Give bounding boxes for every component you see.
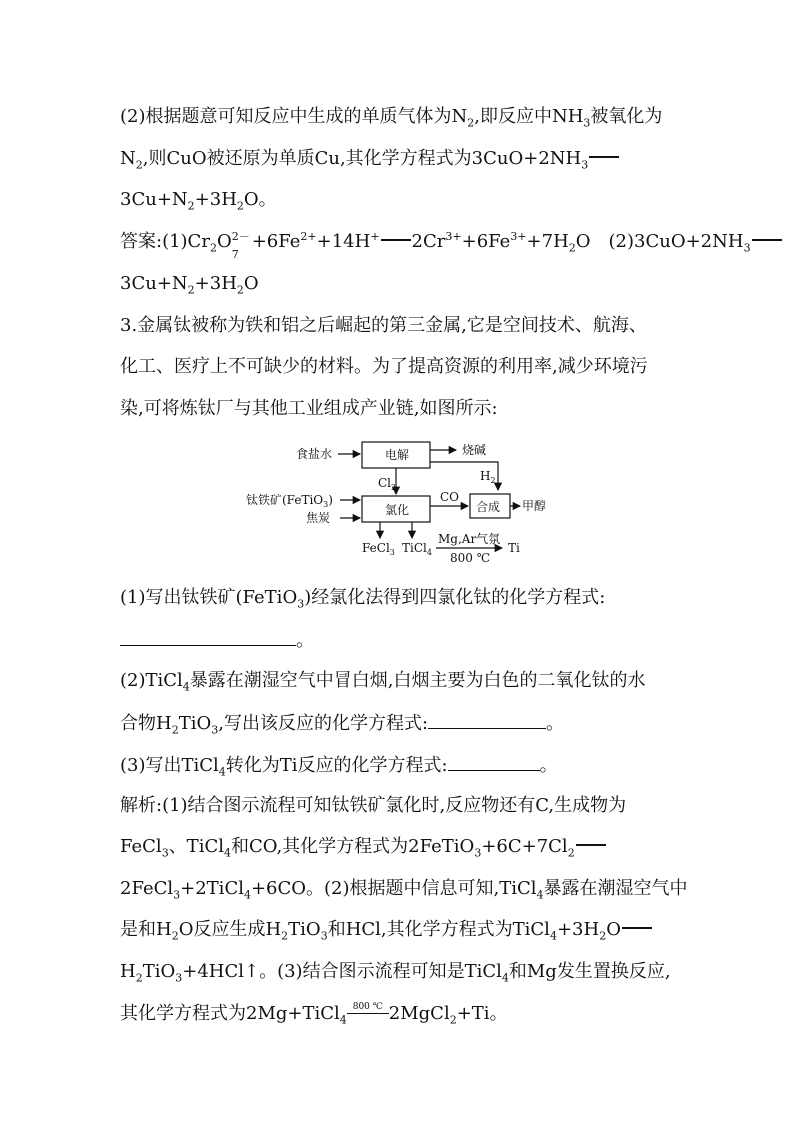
subscript: 2 <box>171 929 179 943</box>
text-segment: 3Cu+N <box>120 189 188 210</box>
subscript: 2 <box>171 723 179 737</box>
text-segment: +4HCl↑。(3)结合图示流程可知是TiCl <box>182 961 502 982</box>
label-condition-top: Mg,Ar气氛 <box>438 532 501 546</box>
subscript: 2 <box>281 929 289 943</box>
subscript: 2 <box>599 929 607 943</box>
text-segment: O反应生成H <box>178 919 282 940</box>
analysis-line-2 <box>120 835 607 859</box>
question-3-line-1: 3.金属钛被称为铁和铝之后崛起的第三金属,它是空间技术、航海、 <box>120 315 647 336</box>
text-segment: ,则CuO被还原为单质Cu,其化学方程式为3CuO+2NH <box>142 148 582 169</box>
text-segment: 2FeCl <box>120 878 174 899</box>
analysis-line-4 <box>120 918 653 942</box>
industrial-chain-diagram <box>240 430 560 570</box>
explanation-line-1 <box>120 105 662 129</box>
subscript: 2 <box>449 1013 457 1027</box>
text-segment: 合物H <box>120 713 172 734</box>
subscript: 2 <box>467 116 475 130</box>
superscript: + <box>370 230 380 243</box>
text-segment: O <box>606 919 621 940</box>
subscript: 3 <box>175 971 183 985</box>
answer-blank-1[interactable] <box>120 627 296 646</box>
text-segment: H <box>120 961 136 982</box>
explanation-line-3 <box>120 188 277 212</box>
label-chlorination: 氯化 <box>385 503 410 517</box>
text-segment: O。 <box>243 189 277 210</box>
subscript: 4 <box>549 929 557 943</box>
text-segment: 3Cu+N <box>120 273 188 294</box>
question-2-line-1 <box>120 669 646 693</box>
text-segment: FeCl <box>120 836 162 857</box>
text-segment: +Ti。 <box>456 1003 508 1024</box>
analysis-line-1: 解析:(1)结合图示流程可知钛铁矿氯化时,反应物还有C,生成物为 <box>120 795 627 816</box>
label-cl2: $Cl_2$ <box>378 476 397 492</box>
answer-line-2 <box>120 272 259 296</box>
text-segment: O (2)3CuO+2NH <box>575 231 744 252</box>
question-1-blank-line <box>120 627 314 653</box>
subscript: 2 <box>187 199 195 213</box>
equals-sign <box>589 156 619 158</box>
subscript: 2 <box>236 199 244 213</box>
label-coke: 焦炭 <box>306 511 331 525</box>
equals-sign <box>622 927 652 929</box>
question-3-line-3: 染,可将炼钛厂与其他工业组成产业链,如图所示: <box>120 398 498 419</box>
label-synthesis: 合成 <box>476 500 501 514</box>
text-segment: 暴露在潮湿空气中 <box>543 878 688 899</box>
analysis-line-6 <box>120 1001 508 1026</box>
superscript: 3+ <box>445 230 462 243</box>
question-3-line <box>120 752 558 778</box>
analysis-line-5 <box>120 960 671 984</box>
subscript: 2 <box>567 846 575 860</box>
subscript: 4 <box>339 1013 347 1027</box>
explanation-line-2 <box>120 147 620 171</box>
text-segment: TiO <box>178 713 212 734</box>
superscript: 2－ <box>231 230 250 243</box>
text-segment: (2)根据题意可知反应中生成的单质气体为N <box>120 106 468 127</box>
text-segment: 和HCl,其化学方程式为TiCl <box>327 919 550 940</box>
label-fecl3: FeCl$_3$ <box>362 541 395 557</box>
label-brine: 食盐水 <box>296 447 333 461</box>
label-methanol: 甲醇 <box>522 499 547 513</box>
superscript: 2+ <box>300 230 317 243</box>
text-segment: +3H <box>194 273 237 294</box>
text-segment: 2Cr <box>411 231 446 252</box>
subscript: 2 <box>209 241 217 255</box>
text-segment: O <box>216 231 232 252</box>
question-3-line-2: 化工、医疗上不可缺少的材料。为了提高资源的利用率,减少环境污 <box>120 356 648 377</box>
equals-sign <box>752 239 782 241</box>
subscript: 3 <box>743 241 751 255</box>
text-segment: ,写出该反应的化学方程式: <box>218 713 429 734</box>
text-segment: 转化为Ti反应的化学方程式: <box>225 755 448 776</box>
text-segment: +14H <box>316 231 371 252</box>
condition-label: 800 ℃ <box>352 1002 383 1012</box>
subscript: 3 <box>320 929 328 943</box>
subscript: 2 <box>135 158 143 172</box>
subscript: 7 <box>231 248 239 261</box>
text-segment: N <box>120 148 136 169</box>
text-segment: 。 <box>539 755 558 776</box>
subscript: 4 <box>243 888 251 902</box>
label-co: CO <box>440 490 460 504</box>
ion-charge-stack <box>231 229 252 261</box>
text-segment: +7H <box>526 231 569 252</box>
subscript: 4 <box>536 888 544 902</box>
text-segment: +6Fe <box>461 231 511 252</box>
text-segment: 是和H <box>120 919 172 940</box>
subscript: 3 <box>297 597 305 611</box>
answer-blank-2[interactable] <box>428 710 546 729</box>
text-segment: TiO <box>288 919 321 940</box>
text-segment: +6Fe <box>251 231 301 252</box>
text-segment: +3H <box>556 919 600 940</box>
text-segment: 其化学方程式为2Mg+TiCl <box>120 1003 340 1024</box>
text-segment: +6C+7Cl <box>481 836 568 857</box>
text-segment: 、TiCl <box>168 836 224 857</box>
superscript: 3+ <box>510 230 527 243</box>
text-segment: 。 <box>546 713 565 734</box>
label-ticl4: TiCl$_4$ <box>402 541 432 557</box>
subscript: 2 <box>236 283 244 297</box>
subscript: 3 <box>173 888 181 902</box>
text-segment: TiO <box>142 961 176 982</box>
text-segment: O <box>243 273 259 294</box>
subscript: 2 <box>135 971 143 985</box>
analysis-line-3 <box>120 877 688 901</box>
subscript: 4 <box>182 680 190 694</box>
text-segment: +2TiCl <box>180 878 244 899</box>
answer-blank-3[interactable] <box>448 752 540 771</box>
text-segment: (1)写出钛铁矿(FeTiO <box>120 587 298 608</box>
text-segment: 暴露在潮湿空气中冒白烟,白烟主要为白色的二氧化钛的水 <box>189 670 646 691</box>
text-segment: )经氯化法得到四氯化钛的化学方程式: <box>304 587 606 608</box>
condition-bar <box>347 1013 389 1014</box>
text-segment: 。 <box>296 630 314 651</box>
text-segment: +3H <box>194 189 237 210</box>
equals-sign <box>576 844 606 846</box>
label-electrolysis: 电解 <box>385 448 410 462</box>
label-caustic: 烧碱 <box>462 443 487 457</box>
subscript: 3 <box>161 846 169 860</box>
label-ilmenite: 钛铁矿(FeTiO$_3$) <box>246 493 333 509</box>
text-segment: 2MgCl <box>388 1003 450 1024</box>
text-segment: (2)TiCl <box>120 670 183 691</box>
label-ti: Ti <box>508 541 520 555</box>
question-2-line-2 <box>120 710 564 736</box>
subscript: 4 <box>218 765 226 779</box>
subscript: 3 <box>583 116 591 130</box>
equals-sign <box>381 239 411 241</box>
subscript: 3 <box>211 723 219 737</box>
text-segment: ,即反应中NH <box>474 106 584 127</box>
subscript: 4 <box>223 846 231 860</box>
question-1-line <box>120 586 605 610</box>
subscript: 2 <box>187 283 195 297</box>
text-segment: (3)写出TiCl <box>120 755 219 776</box>
text-segment: 被氧化为 <box>590 106 663 127</box>
answer-label: 答案:(1)Cr <box>120 231 210 252</box>
answer-line-1 <box>120 229 783 261</box>
subscript: 4 <box>501 971 509 985</box>
text-segment: 和Mg发生置换反应, <box>508 961 671 982</box>
subscript: 2 <box>568 241 576 255</box>
label-h2: $H_2$ <box>480 469 496 485</box>
subscript: 3 <box>474 846 482 860</box>
subscript: 3 <box>581 158 589 172</box>
text-segment: 和CO,其化学方程式为2FeTiO <box>230 836 475 857</box>
reaction-condition <box>347 1001 389 1019</box>
text-segment: +6CO。(2)根据题中信息可知,TiCl <box>250 878 537 899</box>
label-condition-bottom: 800 ℃ <box>450 551 491 565</box>
